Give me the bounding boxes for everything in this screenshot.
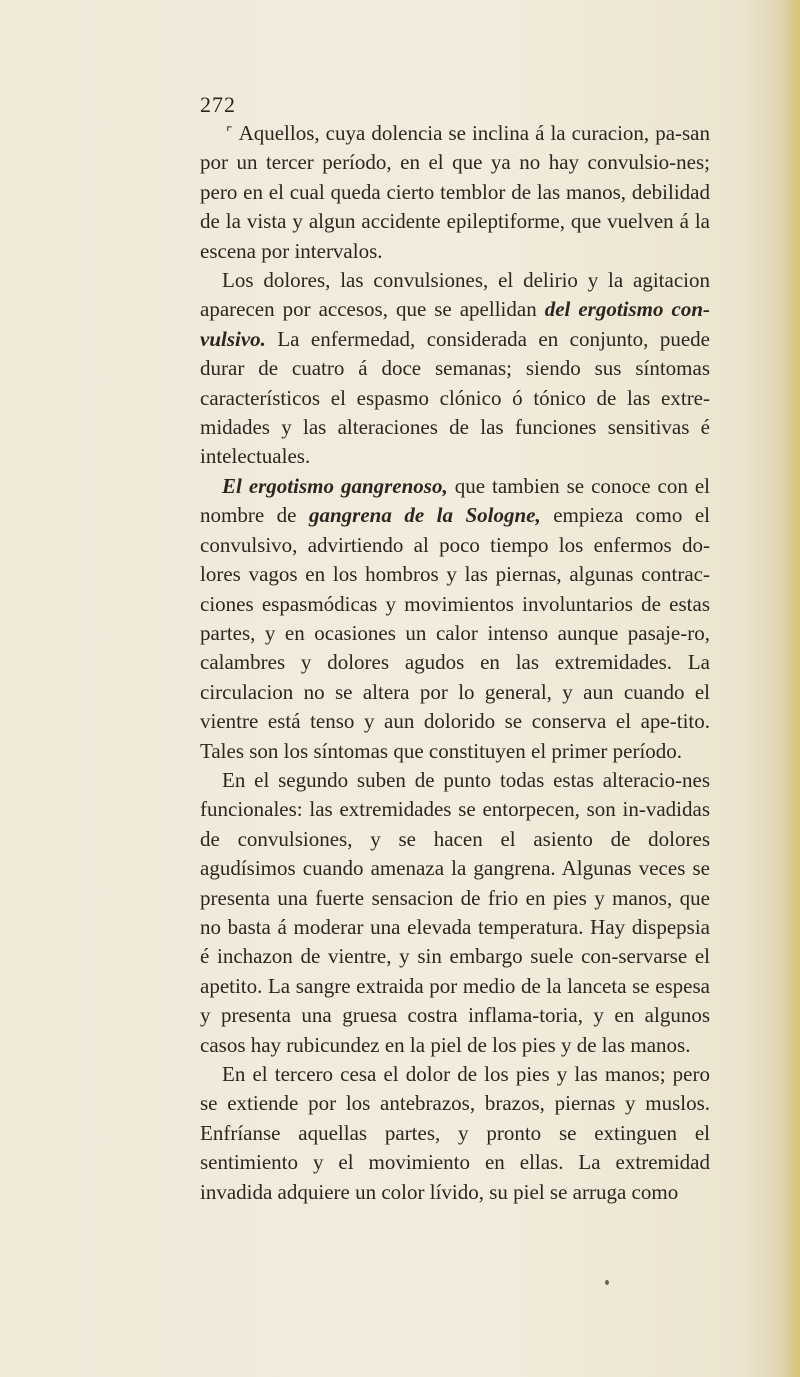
paragraph-2-start: Los dolores, las convulsiones, el delirio y la agitacion aparecen por accesos, que se apellidan	[200, 268, 710, 322]
paragraph-2	[200, 266, 710, 472]
paragraph-3-mid: que tambien se conoce con el nombre de	[200, 473, 710, 528]
term-ergotismo-convulsivo: del ergotismo con-vulsivo.	[200, 297, 711, 351]
page-number: 272	[200, 92, 236, 117]
term-ergotismo-gangrenoso: El ergotismo gangrenoso,	[222, 473, 448, 498]
term-gangrena-sologne: gangrena de la Sologne,	[308, 503, 541, 528]
paragraph-1-text: Aquellos, cuya dolencia se inclina á la curacion, pa-san por un tercer período, en el que ya no hay convulsio-nes; pero en el cual queda cierto temblor de las manos, debilidad de la vista y algun accidente epileptiforme, que vuelven á la escena por intervalos.	[200, 121, 710, 263]
corner-mark: ⌜	[226, 126, 233, 141]
paragraph-1	[200, 119, 710, 266]
paragraph-5: En el tercero cesa el dolor de los pies y las manos; pero se extiende por los antebrazos, brazos, piernas y muslos. Enfríanse aquellas partes, y pronto se extinguen el sentimiento y el movimiento en ellas. La extremidad invadida adquiere un color lívido, su piel se arruga como	[200, 1062, 710, 1204]
paragraph-4: En el segundo suben de punto todas estas alteracio-nes funcionales: las extremidades se entorpecen, son in-vadidas de convulsiones, y se hacen el asiento de dolores agudísimos cuando amenaza la gangrena. Algunas veces se presenta una fuerte sensacion de frio en pies y manos, que no basta á moderar una elevada temperatura. Hay dispepsia é inchazon de vientre, y sin embargo suele con-servarse el apetito. La sangre extraida por medio de la lanceta se espesa y presenta una gruesa costra inflama-toria, y en algunos casos hay rubicundez en la piel de los pies y de las manos.	[200, 767, 710, 1057]
body-text	[200, 119, 710, 1207]
page-edge	[786, 0, 800, 1377]
paragraph-3-end: empieza como el convulsivo, advirtiendo al poco tiempo los enfermos do-lores vagos en los hombros y las piernas, algunas contrac-ciones espasmódicas y movimientos involuntarios de estas partes, y en ocasiones un calor intenso aunque pasaje-ro, calambres y dolores agudos en las extremidades. La circulacion no se altera por lo general, y aun cuando el vientre está tenso y aun dolorido se conserva el ape-tito. Tales son los síntomas que constituyen el primer período.	[200, 503, 710, 763]
paragraph-2-end: La enfermedad, considerada en conjunto, puede durar de cuatro á doce semanas; siendo sus síntomas característicos el espasmo clónico ó tónico de las extre-midades y las alteraciones de las funciones sensitivas é intelectuales.	[200, 326, 710, 469]
ink-speck	[605, 1280, 609, 1285]
paragraph-3	[200, 472, 710, 766]
